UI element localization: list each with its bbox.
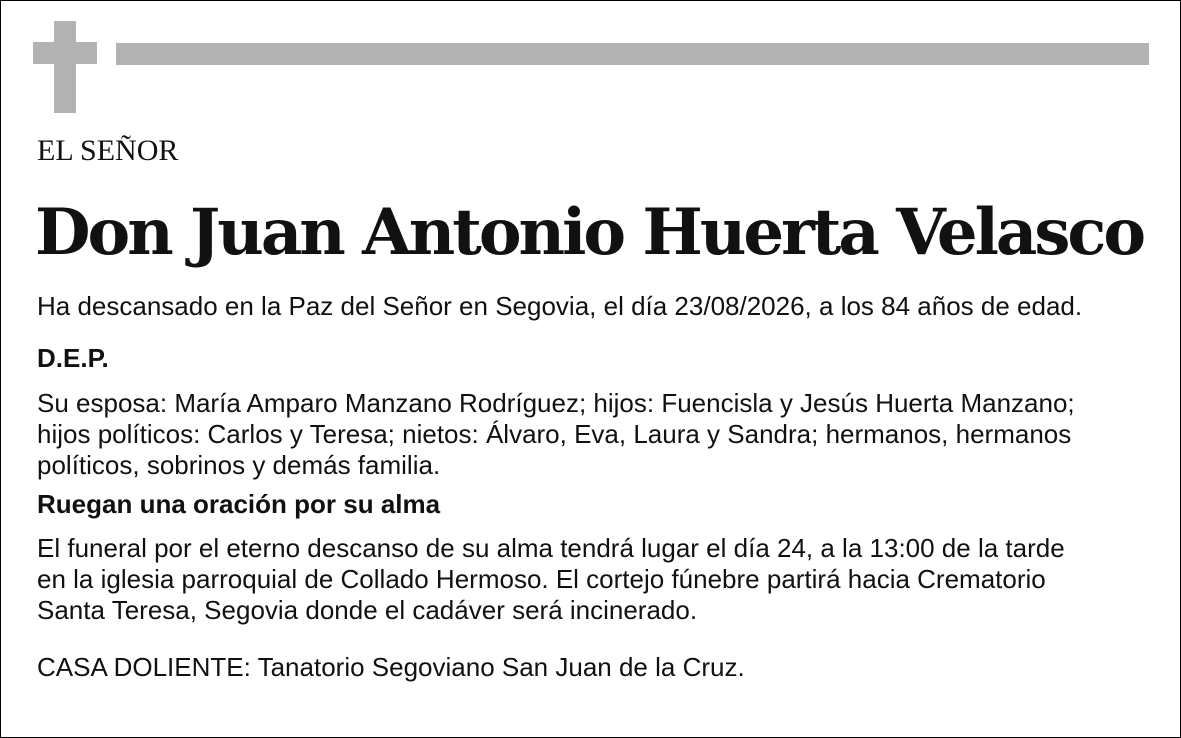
family-line: políticos, sobrinos y demás familia. [37,450,441,480]
funeral-paragraph [37,533,1147,626]
casa-doliente: CASA DOLIENTE: Tanatorio Segoviano San Juan de la Cruz. [37,652,745,682]
family-paragraph [37,388,1147,481]
funeral-line: en la iglesia parroquial de Collado Hermoso. El cortejo fúnebre partirá hacia Crematorio [37,564,1046,594]
funeral-line: Santa Teresa, Segovia donde el cadáver será incinerado. [37,595,698,625]
cross-icon [33,21,97,113]
rip-label: D.E.P. [37,343,109,373]
announcement-text: Ha descansado en la Paz del Señor en Segovia, el día 23/08/2026, a los 84 años de edad. [37,291,1083,321]
header-rule [116,43,1149,65]
family-line: hijos políticos: Carlos y Teresa; nietos: Álvaro, Eva, Laura y Sandra; hermanos, hermanos [37,419,1072,449]
prayer-request: Ruegan una oración por su alma [37,489,441,519]
family-line: Su esposa: María Amparo Manzano Rodríguez; hijos: Fuencisla y Jesús Huerta Manzano; [37,388,1075,418]
deceased-name: Don Juan Antonio Huerta Velasco [35,195,1144,270]
honorific: EL SEÑOR [37,134,179,167]
funeral-line: El funeral por el eterno descanso de su alma tendrá lugar el día 24, a la 13:00 de la tarde [37,533,1065,563]
